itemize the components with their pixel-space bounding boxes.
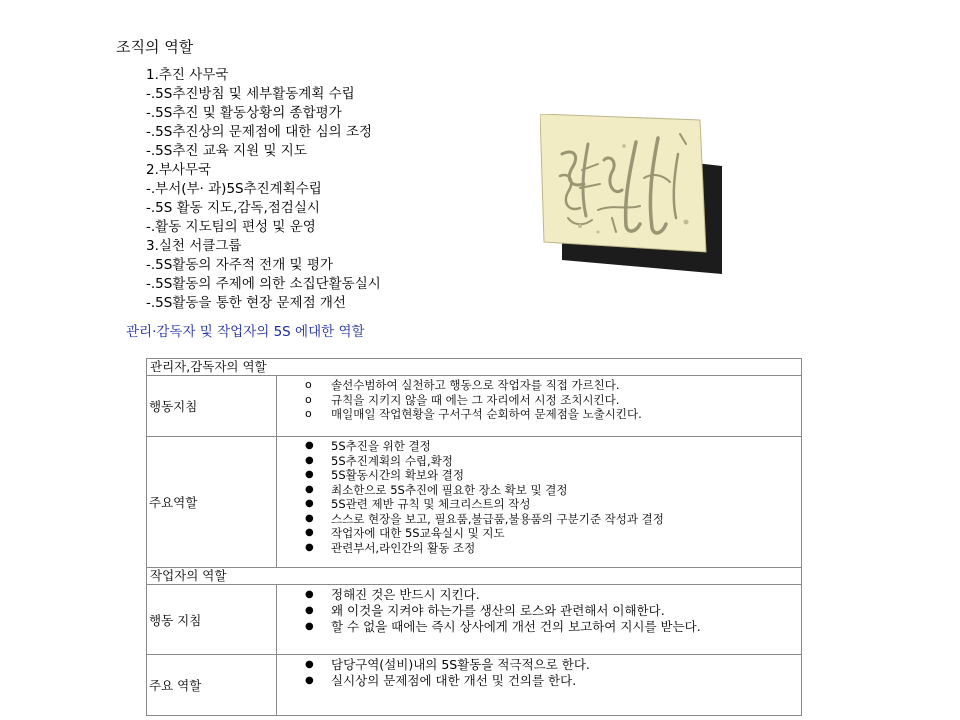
bullet-icon: ● (305, 483, 314, 495)
roles-table (146, 358, 802, 716)
row-content (277, 655, 801, 715)
bullet-icon: ● (305, 527, 314, 538)
bullet-text: 매일매일 작업현황을 구서구석 순회하여 문제점을 노출시킨다. (331, 407, 642, 421)
bullet-text: 실시상의 문제점에 대한 개선 및 건의를 한다. (331, 673, 577, 688)
bullet-text: 할 수 없을 때에는 즉시 상사에게 개선 건의 보고하여 지시를 받는다. (331, 619, 701, 634)
worker-section-header: 작업자의 역할 (147, 567, 801, 585)
bullet-icon: ● (305, 621, 314, 632)
bullet-icon: o (305, 392, 312, 406)
bullet-item (305, 468, 801, 483)
calligraphy-image (540, 114, 722, 274)
bullet-item (305, 603, 801, 619)
bullet-item (305, 393, 801, 408)
bullet-icon: ● (305, 659, 314, 670)
bullet-item (305, 454, 801, 469)
bullet-icon: ● (305, 589, 314, 600)
bullet-text: 5S추진을 위한 결정 (331, 439, 431, 453)
row-label: 행동지침 (147, 376, 277, 436)
bullet-item (305, 512, 801, 527)
row-content (277, 376, 801, 436)
org-list-item: -.5S 활동 지도,감독,점검실시 (146, 200, 320, 216)
bullet-text: 스스로 현장을 보고, 필요품,불급품,불용품의 구분기준 작성과 결정 (331, 511, 664, 526)
bullet-text: 최소한으로 5S추진에 필요한 장소 확보 및 결정 (331, 482, 568, 497)
bullet-item (305, 407, 801, 422)
table-row (147, 376, 801, 437)
bullet-text: 5S관련 제반 규칙 및 체크리스트의 작성 (331, 497, 531, 511)
org-list-item: -.활동 지도팀의 편성 및 운영 (146, 219, 316, 235)
page-title: 조직의 역할 (116, 38, 194, 56)
bullet-item (305, 657, 801, 673)
bullet-item (305, 497, 801, 512)
section-subtitle: 관리·감독자 및 작업자의 5S 에대한 역할 (126, 324, 365, 340)
bullet-icon: ● (305, 454, 314, 466)
row-label: 주요 역할 (147, 655, 277, 715)
table-row (147, 437, 801, 567)
bullet-text: 관련부서,라인간의 활동 조정 (331, 540, 476, 555)
bullet-item (305, 541, 801, 556)
bullet-icon: ● (305, 605, 314, 616)
org-list-item: -.5S추진 및 활동상황의 종합평가 (146, 105, 342, 121)
org-list-item: -.5S활동의 자주적 전개 및 평가 (146, 257, 333, 273)
org-list-item: -.5S활동을 통한 현장 문제점 개선 (146, 295, 346, 311)
row-content (277, 437, 801, 567)
bullet-icon: ● (305, 541, 314, 553)
bullet-text: 5S활동시간의 확보와 결정 (331, 468, 465, 482)
bullet-text: 규칙을 지키지 않을 때 에는 그 자리에서 시정 조치시킨다. (331, 392, 620, 407)
bullet-text: 정해진 것은 반드시 지킨다. (331, 587, 480, 602)
org-list-item: 3.실천 서클그룹 (146, 238, 242, 254)
org-list-item: -.5S추진 교육 지원 및 지도 (146, 143, 307, 159)
bullet-icon: o (305, 378, 312, 391)
org-list-item: -.5S추진상의 문제점에 대한 심의 조정 (146, 124, 373, 140)
bullet-item (305, 526, 801, 541)
table-row (147, 655, 801, 715)
bullet-text: 솔선수범하여 실천하고 행동으로 작업자를 직접 가르친다. (331, 378, 620, 392)
manager-section-header: 관리자,감독자의 역할 (147, 359, 801, 376)
bullet-text: 담당구역(설비)내의 5S활동을 적극적으로 한다. (331, 657, 590, 672)
org-list-item: 2.부사무국 (146, 162, 212, 178)
org-list-item: -.5S활동의 주제에 의한 소집단활동실시 (146, 276, 381, 292)
bullet-text: 5S추진계획의 수립,확정 (331, 453, 453, 468)
bullet-icon: ● (305, 675, 314, 686)
bullet-item (305, 378, 801, 393)
bullet-text: 작업자에 대한 5S교육실시 및 지도 (331, 526, 505, 540)
org-list-item: -.부서(부· 과)5S추진계획수립 (146, 181, 322, 197)
bullet-item (305, 587, 801, 603)
row-label: 주요역할 (147, 437, 277, 567)
org-role-list (146, 66, 381, 313)
bullet-icon: ● (305, 498, 314, 509)
bullet-icon: ● (305, 440, 314, 451)
bullet-item (305, 439, 801, 454)
table-row (147, 585, 801, 655)
row-label: 행동 지침 (147, 585, 277, 654)
bullet-text: 왜 이것을 지켜야 하는가를 생산의 로스와 관련해서 이해한다. (331, 603, 665, 618)
org-list-item: -.5S추진방침 및 세부활동계획 수립 (146, 86, 355, 102)
bullet-item (305, 483, 801, 498)
bullet-item (305, 673, 801, 689)
bullet-icon: o (305, 407, 312, 420)
bullet-icon: ● (305, 469, 314, 480)
row-content (277, 585, 801, 654)
bullet-icon: ● (305, 512, 314, 524)
bullet-item (305, 619, 801, 635)
org-list-item: 1.추진 사무국 (146, 67, 229, 83)
